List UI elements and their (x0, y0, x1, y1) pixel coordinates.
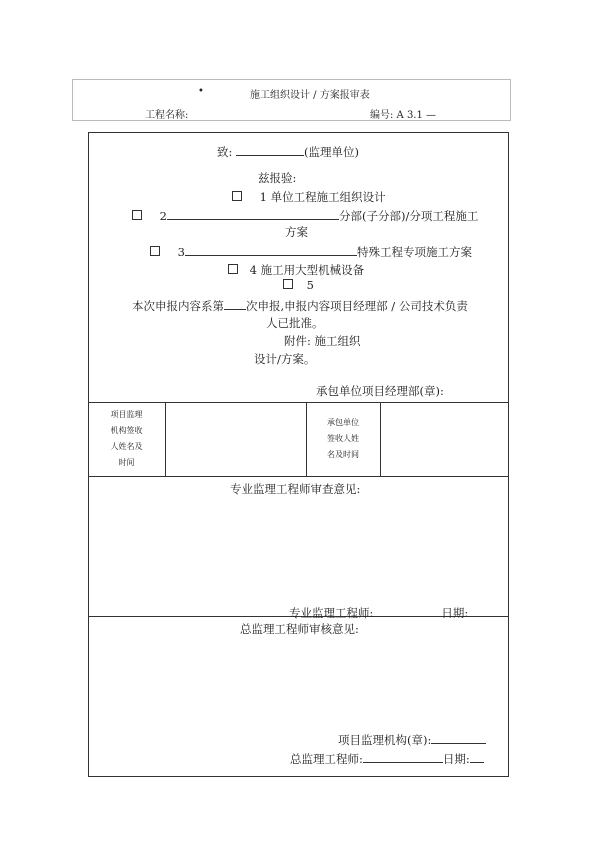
row-divider (88, 476, 509, 477)
item-3-label: 特殊工程专项施工方案 (356, 245, 472, 259)
receipt-right-line: 承包单位 (327, 418, 359, 427)
item-1 (232, 189, 386, 205)
statement-part-a: 本次申报内容系第 (132, 299, 224, 313)
specialist-date-field[interactable] (468, 604, 498, 617)
specialist-review-title: 专业监理工程师审查意见: (230, 482, 361, 496)
item-4-label: 4 施工用大型机械设备 (249, 263, 365, 277)
submission-count-field[interactable] (224, 297, 246, 310)
specialist-review-field[interactable] (92, 500, 505, 600)
supervision-unit-field[interactable] (236, 143, 304, 156)
chief-review-field[interactable] (92, 640, 505, 725)
specialist-signature-label: 专业监理工程师: (289, 606, 374, 620)
chief-date-label: 日期: (442, 752, 470, 766)
specialist-signature-field[interactable] (373, 604, 441, 617)
attachment-line-a: 附件: 施工组织 (284, 334, 361, 348)
statement-part-c: 人已批准。 (266, 316, 324, 330)
item-2-label: 分部(子分部)/分项工程施工 (338, 209, 479, 223)
item-5-number: 5 (306, 278, 314, 292)
contractor-signature-label: 承包单位项目经理部(章): (316, 384, 444, 398)
specialist-date-label: 日期: (441, 606, 469, 620)
agency-receipt-label (90, 407, 163, 471)
chief-signature-label: 总监理工程师: (290, 752, 363, 766)
contractor-receipt-field[interactable] (381, 403, 508, 475)
item-2-number: 2 (159, 209, 167, 223)
receipt-left-line: 机构签收 (110, 426, 143, 435)
receipt-right-line: 签收人姓 (327, 434, 359, 443)
chief-signature-field[interactable] (363, 750, 443, 763)
item-2-label-cont: 方案 (285, 225, 308, 239)
chief-date-field[interactable] (470, 750, 484, 763)
item-2-checkbox[interactable] (132, 210, 142, 220)
receipt-left-line: 时间 (118, 458, 135, 467)
header-bullet: • (198, 86, 204, 97)
submission-statement (132, 297, 468, 314)
cell-divider (306, 402, 307, 476)
agency-receipt-field[interactable] (166, 403, 305, 475)
agency-seal-field[interactable] (431, 731, 486, 744)
item-3 (150, 243, 472, 260)
item-1-label: 1 单位工程施工组织设计 (259, 190, 386, 204)
item-4 (228, 262, 364, 278)
item-5-checkbox[interactable] (283, 279, 293, 289)
item-3-number: 3 (177, 245, 185, 259)
specialist-signature-line (289, 604, 498, 621)
intro-text: 兹报验: (258, 171, 297, 185)
form-title: 施工组织设计 / 方案报审表 (250, 90, 370, 101)
receipt-left-line: 项目监理 (110, 410, 143, 419)
addressee-prefix: 致: (217, 145, 233, 159)
addressee-suffix: (监理单位) (304, 145, 360, 159)
chief-signature-line (290, 750, 484, 767)
item-4-checkbox[interactable] (228, 264, 238, 274)
item-5 (283, 278, 314, 292)
addressee-line (217, 143, 359, 160)
agency-seal-label: 项目监理机构(章): (338, 733, 432, 747)
receipt-left-line: 人姓名及 (110, 442, 143, 451)
receipt-right-line: 名及时间 (327, 450, 359, 459)
chief-review-title: 总监理工程师审核意见: (240, 622, 359, 636)
item-2 (132, 207, 478, 224)
agency-seal-line (338, 731, 486, 748)
attachment-line-b: 设计/方案。 (254, 352, 316, 366)
project-name-label: 工程名称: (145, 110, 189, 121)
item-1-checkbox[interactable] (232, 191, 242, 201)
item-3-name-field[interactable] (185, 243, 357, 256)
item-2-name-field[interactable] (167, 207, 339, 220)
contractor-receipt-label (308, 415, 378, 463)
statement-part-b: 次申报,申报内容项目经理部 / 公司技术负责 (246, 299, 468, 313)
form-number-label: 编号: A 3.1 — (370, 110, 437, 121)
item-3-checkbox[interactable] (150, 246, 160, 256)
